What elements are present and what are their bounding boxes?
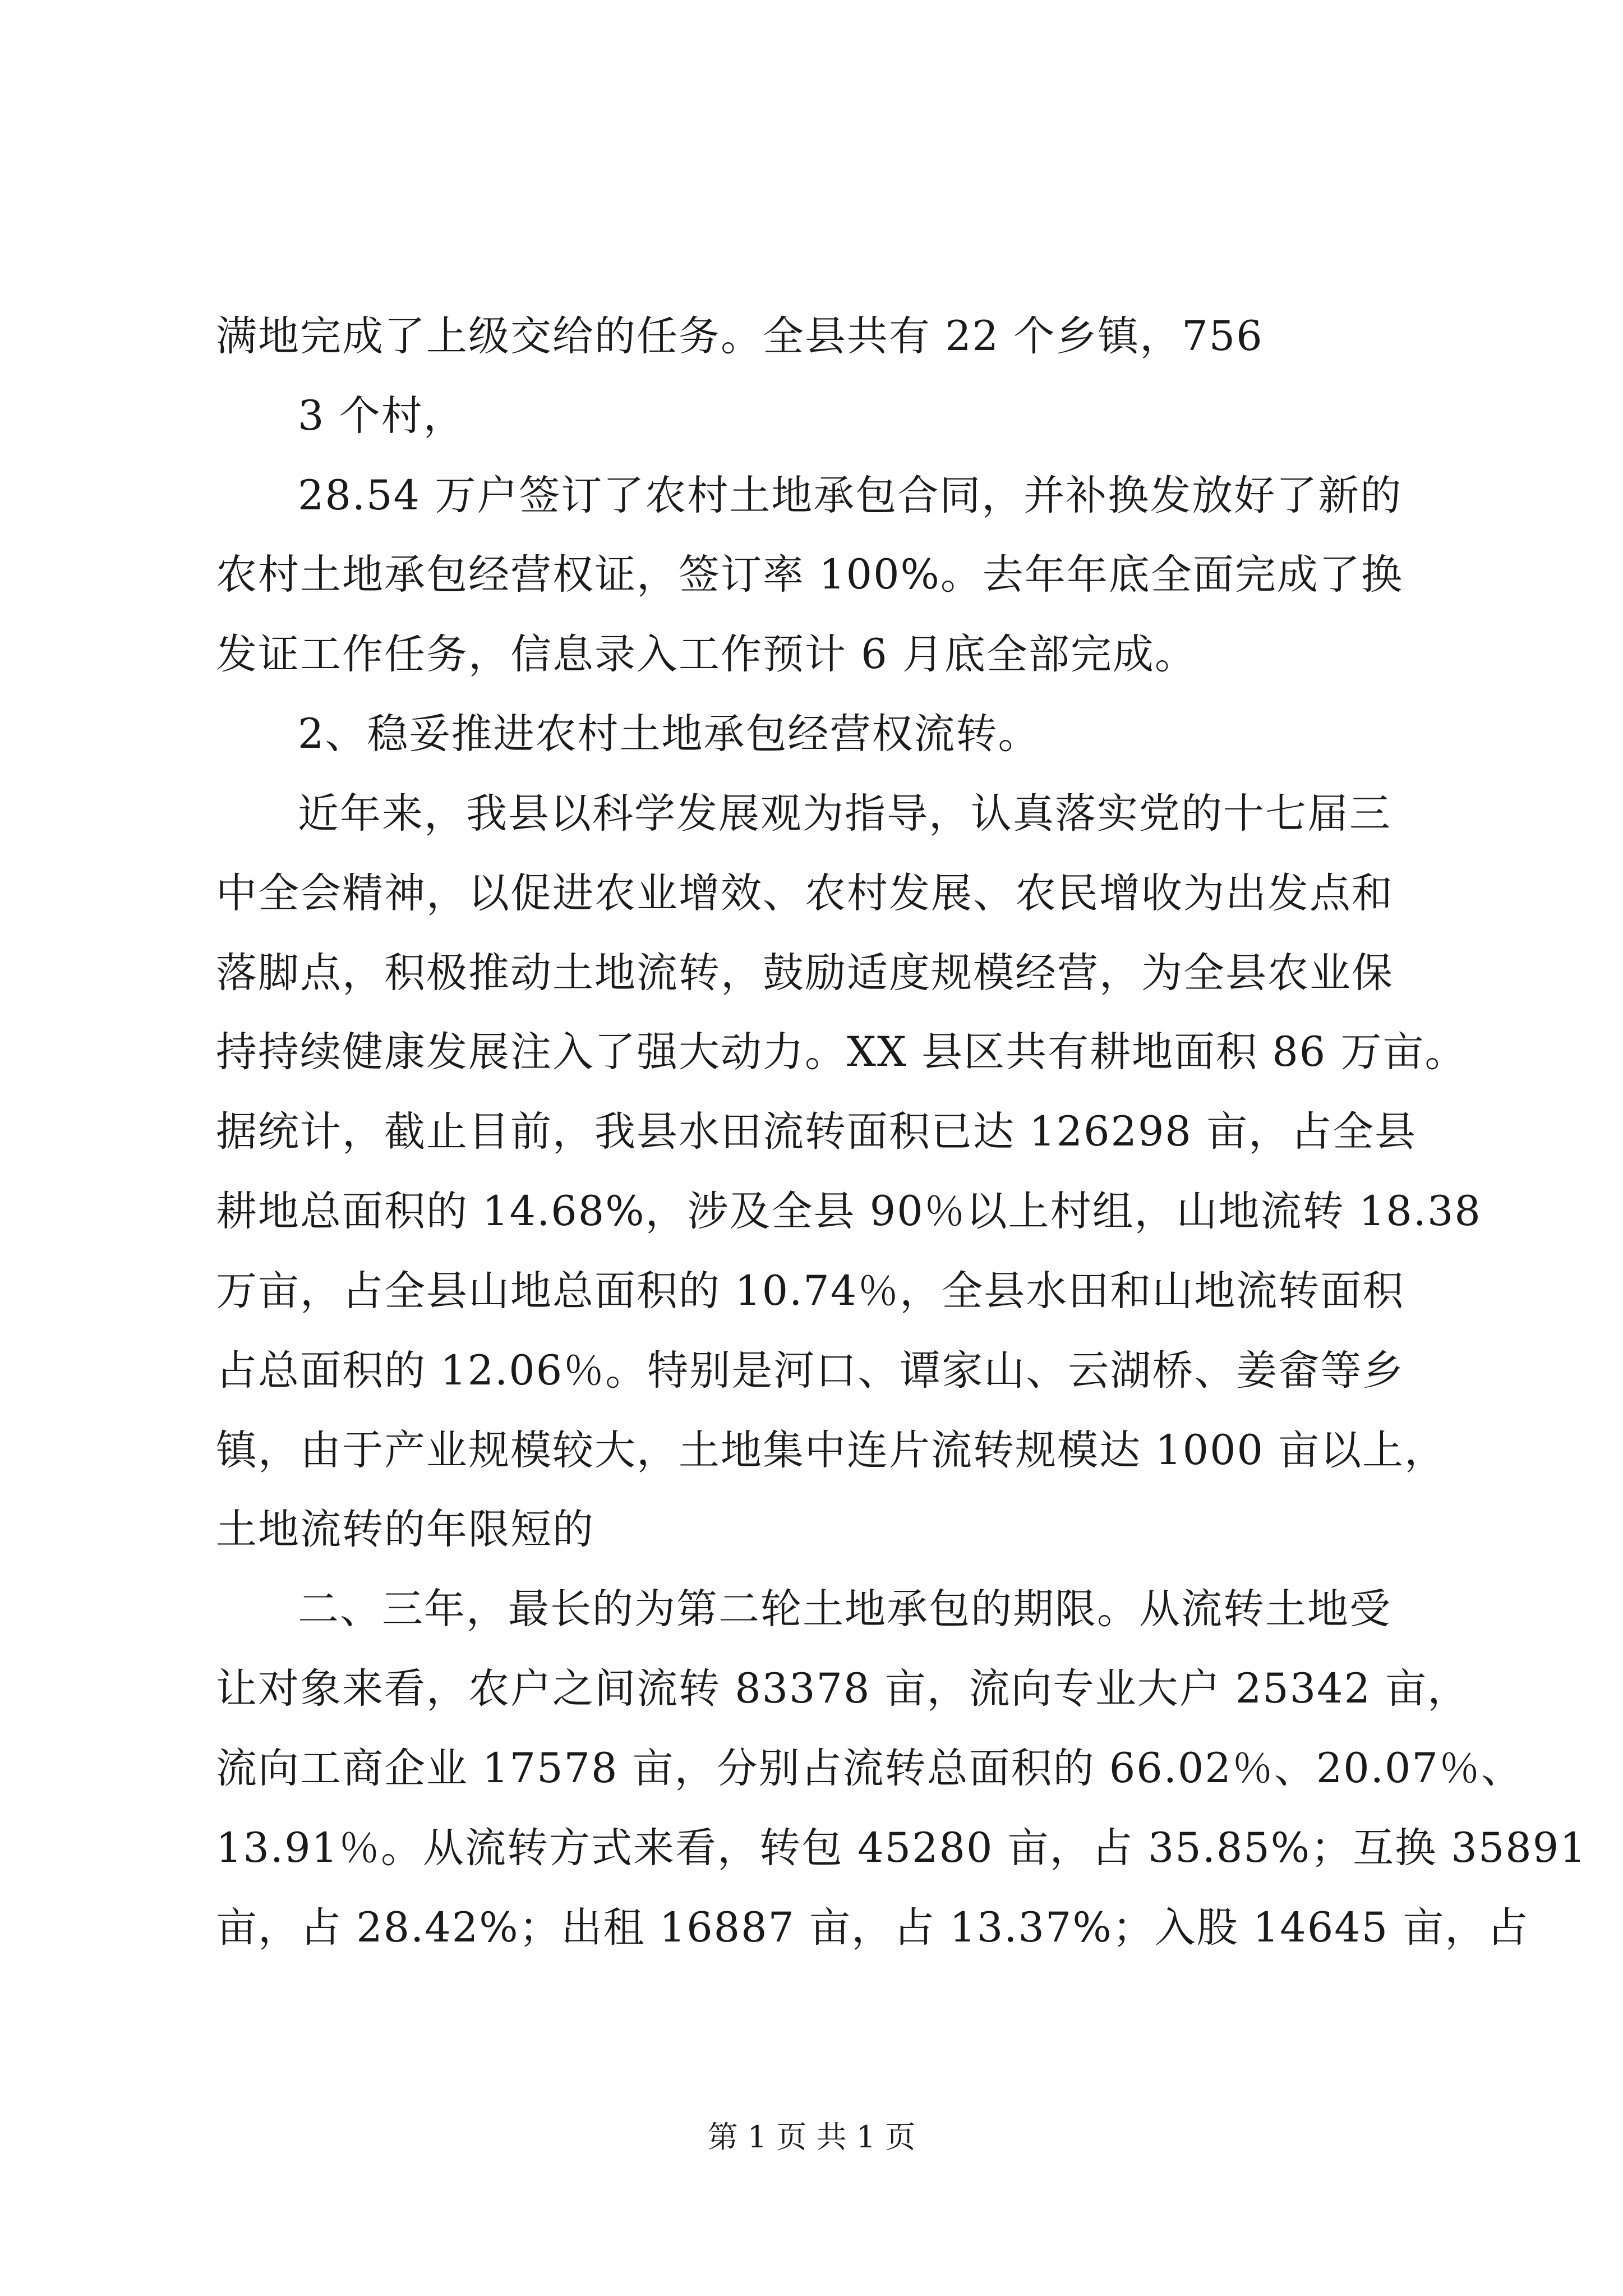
text-line: 让对象来看，农户之间流转 83378 亩，流向专业大户 25342 亩， <box>216 1665 1470 1713</box>
text-line: 占总面积的 12.06％。特别是河口、谭家山、云湖桥、姜畲等乡 <box>216 1347 1405 1395</box>
text-line: 13.91％。从流转方式来看，转包 45280 亩，占 35.85%；互换 35891 <box>216 1824 1587 1872</box>
text-line: 满地完成了上级交给的任务。全县共有 22 个乡镇，756 <box>216 312 1264 360</box>
text-line: 土地流转的年限短的 <box>216 1506 594 1553</box>
text-line: 28.54 万户签订了农村土地承包合同，并补换发放好了新的 <box>298 472 1403 519</box>
text-line: 亩，占 28.42%；出租 16887 亩，占 13.37%；入股 14645 亩，占 <box>216 1904 1529 1952</box>
text-line: 发证工作任务，信息录入工作预计 6 月底全部完成。 <box>216 631 1197 678</box>
page-footer: 第 1 页 共 1 页 <box>707 2119 916 2155</box>
text-line: 二、三年，最长的为第二轮土地承包的期限。从流转土地受 <box>298 1585 1391 1633</box>
text-line: 农村土地承包经营权证，签订率 100%。去年年底全面完成了换 <box>216 551 1403 599</box>
text-line: 近年来，我县以科学发展观为指导，认真落实党的十七届三 <box>298 790 1391 838</box>
text-line: 落脚点，积极推动土地流转，鼓励适度规模经营，为全县农业保 <box>216 949 1394 997</box>
text-line: 据统计，截止目前，我县水田流转面积已达 126298 亩，占全县 <box>216 1108 1417 1156</box>
text-line: 3 个村， <box>298 392 465 440</box>
text-line: 耕地总面积的 14.68%，涉及全县 90％以上村组，山地流转 18.38 <box>216 1188 1482 1235</box>
section-heading: 2、稳妥推进农村土地承包经营权流转。 <box>298 710 1040 758</box>
text-line: 持持续健康发展注入了强大动力。XX 县区共有耕地面积 86 万亩。 <box>216 1028 1467 1076</box>
text-line: 流向工商企业 17578 亩，分别占流转总面积的 66.02％、20.07％、 <box>216 1745 1523 1792</box>
text-line: 镇，由于产业规模较大，土地集中连片流转规模达 1000 亩以上， <box>216 1427 1447 1474</box>
text-line: 万亩，占全县山地总面积的 10.74％，全县水田和山地流转面积 <box>216 1267 1405 1315</box>
text-line: 中全会精神，以促进农业增效、农村发展、农民增收为出发点和 <box>216 869 1394 917</box>
